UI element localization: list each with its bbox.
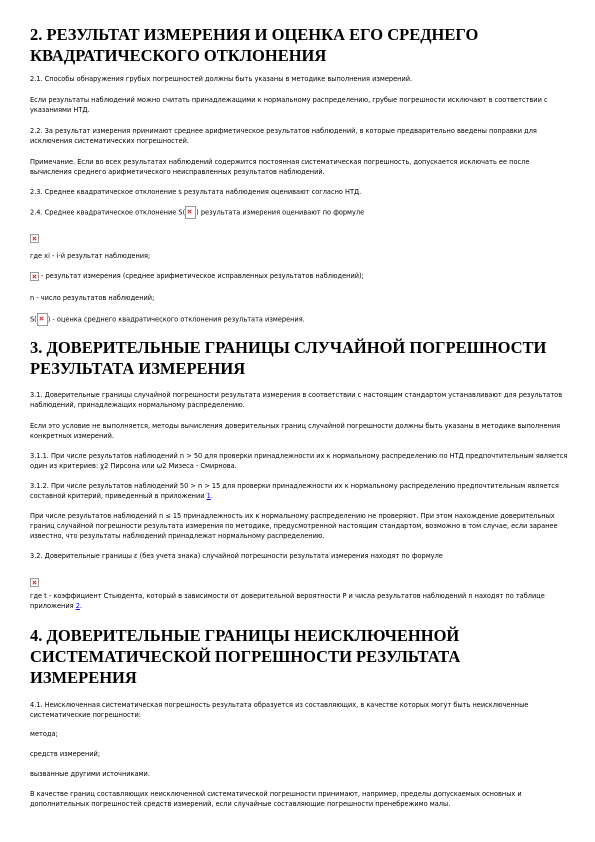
formula-image [30,228,570,247]
broken-image-icon [30,578,39,587]
paragraph-student-end: . [79,602,82,610]
paragraph-s-def-end: ) - оценка среднего квадратического отклонения результата измерения. [47,315,305,324]
broken-image-icon [30,234,39,243]
broken-image-icon [185,206,196,219]
paragraph-s-def-start: S( [30,315,37,324]
paragraph-mean-def-text: - результат измерения (среднее арифметическое исправленных результатов наблюдений); [39,272,364,280]
paragraph-n-def: n - число результатов наблюдений; [30,294,155,302]
section-2-heading-wrap [30,24,570,66]
paragraph-s-def [30,313,570,326]
paragraph-2-4-end: ) результата измерения оценивают по формуле [196,208,365,217]
paragraph-3-2: 3.2. Доверительные границы ε (без учета знака) случайной погрешности результата измерения находят по формуле [30,552,443,560]
paragraph-3-1-1: 3.1.1. При числе результатов наблюдений n > 50 для проверки принадлежности их к нормальному распределению по НТД предпочтительным является один из критериев: χ2 Пирсона или ω2 Мизеса - Смирнова. [30,452,568,470]
paragraph-2-2: 2.2. За результат измерения принимают среднее арифметическое результатов наблюдений, в которые предварительно введены поправки для исключения систематических погрешностей. [30,127,537,145]
paragraph-2-1-cont: Если результаты наблюдений можно считать принадлежащими к нормальному распределению, грубые погрешности исключают в соответствии с указаниями НТД. [30,96,548,114]
paragraph-where-xi: где xi - i-й результат наблюдения; [30,252,151,260]
paragraph-4-1: 4.1. Неисключенная систематическая погрешность результата образуется из составляющих, в качестве которых могут быть неисключенные систематические погрешности: [30,701,529,719]
broken-image-icon [186,208,195,217]
appendix-1-link[interactable]: 1 [206,492,211,500]
paragraph-3-1-2 [30,481,570,501]
paragraph-2-4 [30,206,570,219]
list-item-instruments: средств измерений; [30,750,101,758]
broken-image-icon [30,272,39,281]
paragraph-n-le-15: При числе результатов наблюдений n ≤ 15 принадлежность их к нормальному распределению не проверяют. При этом нахождение доверительных границ случайной погрешности результата измерения по методике, предусмотренной настоящим стандартом, возможно в том случае, если заранее известно, что результаты наблюдений принадлежат нормальному распределению. [30,512,558,540]
paragraph-student-text: где t - коэффициент Стьюдента, который в зависимости от доверительной вероятности P и числа результатов наблюдений n находят по таблице приложения [30,592,545,610]
formula-image [30,572,570,591]
paragraph-2-1: 2.1. Способы обнаружения грубых погрешностей должны быть указаны в методике выполнения измерений. [30,75,413,83]
section-3-heading-wrap [30,337,570,379]
paragraph-2-4-start: 2.4. Среднее квадратическое отклонение S( [30,208,186,217]
paragraph-mean-def [30,271,570,281]
section-2-heading: 2. РЕЗУЛЬТАТ ИЗМЕРЕНИЯ И ОЦЕНКА ЕГО СРЕДНЕГО КВАДРАТИЧЕСКОГО ОТКЛОНЕНИЯ [30,25,479,65]
appendix-2-link[interactable]: 2 [75,602,80,610]
broken-image-icon [37,313,48,326]
list-item-other: вызванные другими источниками. [30,770,150,778]
section-4-heading-wrap [30,625,570,688]
paragraph-2-3: 2.3. Среднее квадратическое отклонение s результата наблюдения оценивают согласно НТД. [30,188,362,196]
paragraph-3-1-cont: Если это условие не выполняется, методы вычисления доверительных границ случайной погрешности должны быть указаны в методике выполнения конкретных измерений. [30,422,561,440]
section-3-heading: 3. ДОВЕРИТЕЛЬНЫЕ ГРАНИЦЫ СЛУЧАЙНОЙ ПОГРЕШНОСТИ РЕЗУЛЬТАТА ИЗМЕРЕНИЯ [30,338,547,378]
paragraph-3-1: 3.1. Доверительные границы случайной погрешности результата измерения в соответствии с настоящим стандартом устанавливают для результатов наблюдений, принадлежащих нормальному распределению. [30,391,563,409]
section-4-heading: 4. ДОВЕРИТЕЛЬНЫЕ ГРАНИЦЫ НЕИСКЛЮЧЕННОЙ СИСТЕМАТИЧЕСКОЙ ПОГРЕШНОСТИ РЕЗУЛЬТАТА ИЗМЕРЕНИЯ [30,626,461,687]
paragraph-student [30,591,570,611]
paragraph-3-1-2-end: . [210,492,213,500]
list-item-method: метода; [30,730,58,738]
paragraph-4-1-bounds: В качестве границ составляющих неисключенной систематической погрешности принимают, например, пределы допускаемых основных и дополнительных погрешностей средств измерений, если случайные составляющие погрешности пренебрежимо малы. [30,790,522,808]
paragraph-note: Примечание. Если во всех результатах наблюдений содержится постоянная систематическая погрешность, допускается исключать ее после вычисления среднего арифметического неисправленных результатов наблюдений. [30,158,530,176]
broken-image-icon [38,315,47,324]
paragraph-3-1-2-text: 3.1.2. При числе результатов наблюдений 50 > n > 15 для проверки принадлежности их к нормальному распределению предпочтительным является составной критерий, приведенный в приложении [30,482,559,500]
